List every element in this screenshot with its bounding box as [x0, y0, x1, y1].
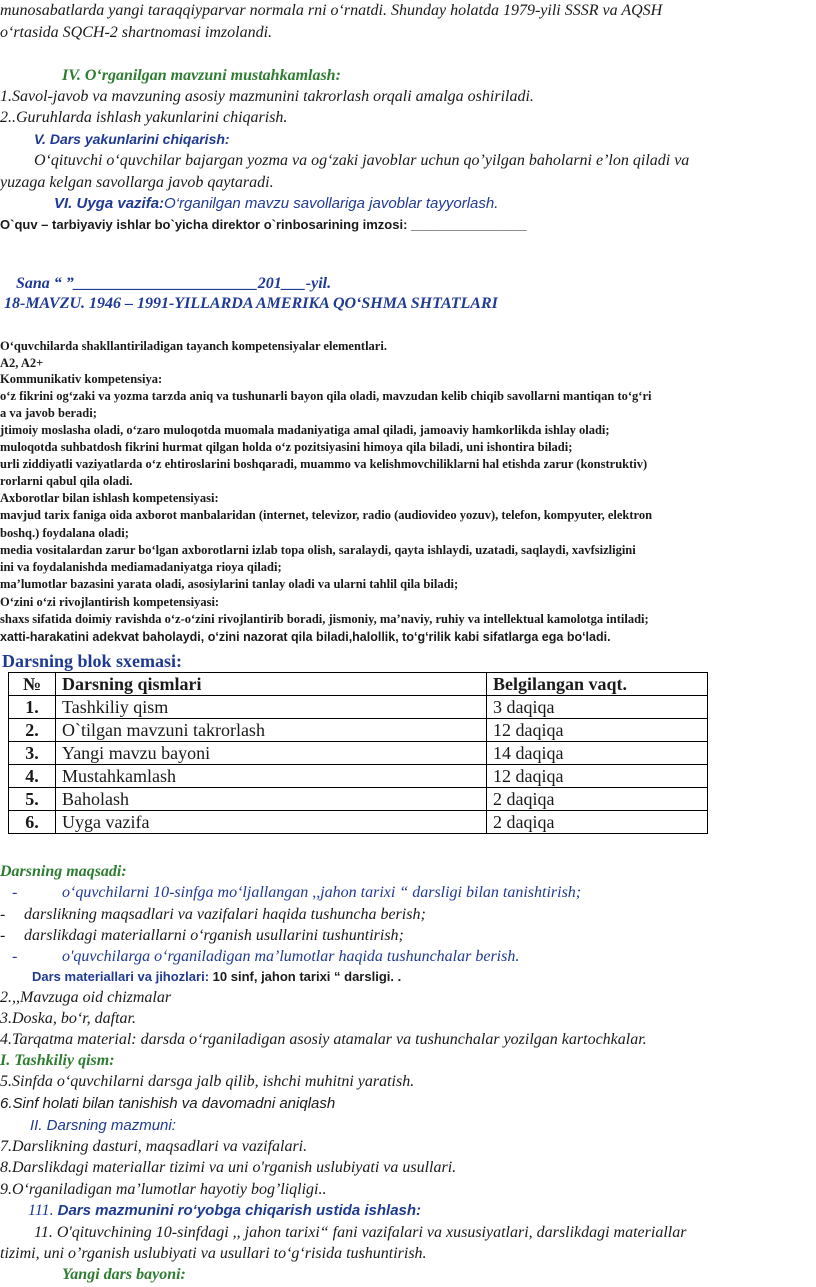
competency-line-3: Kommunikativ kompetensiya:	[0, 372, 163, 386]
row-number: 4.	[9, 765, 56, 788]
section-6-line	[54, 196, 498, 211]
row-part: Uyga vazifa	[56, 811, 487, 834]
materials-item-4: 4.Tarqatma material: darsda o‘rganiladigan asosiy atamalar va tushunchalar yozilgan kartochkalar.	[0, 1031, 647, 1048]
intro-line-1: munosabatlarda yangi taraqqiyparvar normala rni o‘rnatdi. Shunday holatda 1979-yili SSSR va AQSH	[0, 2, 663, 19]
section-3-line	[28, 1203, 421, 1219]
competency-line-2: A2, A2+	[0, 356, 44, 370]
row-time: 3 daqiqa	[487, 696, 708, 719]
column-header-time: Belgilangan vaqt.	[487, 673, 708, 696]
section-4-item-2: 2..Guruhlarda ishlash yakunlarini chiqarish.	[0, 109, 288, 126]
section-4-heading: IV. O‘rganilgan mavzuni mustahkamlash:	[62, 67, 341, 84]
goals-item-2: darslikning maqsadlari va vazifalari haqida tushuncha berish;	[24, 906, 426, 923]
competency-line-14: ini va foydalanishda mediamadaniyatga rioya qiladi;	[0, 560, 282, 574]
competency-line-9: rorlarni qabul qila oladi.	[0, 474, 133, 488]
content-part-item-7: 7.Darslikning dasturi, maqsadlari va vazifalari.	[0, 1138, 308, 1155]
competency-line-18: xatti-harakatini adekvat baholaydi, o‘zini nazorat qila biladi,halollik, to‘g‘rilik kabi sifatlarga ega bo‘ladi.	[0, 630, 611, 644]
competency-line-7: muloqotda suhbatdosh fikrini hurmat qilgan holda o‘z pozitsiyasini himoya qila biladi, uni ishontira biladi;	[0, 440, 573, 454]
row-part: Tashkiliy qism	[56, 696, 487, 719]
row-part: Baholash	[56, 788, 487, 811]
row-time: 12 daqiqa	[487, 719, 708, 742]
row-number: 3.	[9, 742, 56, 765]
competency-line-11: mavjud tarix faniga oida axborot manbalaridan (internet, televizor, radio (audiovideo yozuv), telefon, kompyuter, elektron	[0, 508, 653, 522]
lesson-scheme-heading: Darsning blok sxemasi:	[2, 651, 183, 671]
section-6-label: VI. Uyga vazifa:	[54, 195, 165, 212]
materials-line	[32, 970, 401, 983]
table-row	[9, 765, 708, 788]
goals-item-3: darslikdagi materiallarni o‘rganish usullarini tushuntirish;	[24, 927, 404, 944]
section-3-line-1: 11. O'qituvchining 10-sinfdagi ,, jahon tarixi“ fani vazifalari va xususiyatlari, darslikdagi materiallar	[34, 1224, 687, 1241]
materials-item-3: 3.Doska, bo‘r, daftar.	[0, 1010, 137, 1027]
row-part: O`tilgan mavzuni takrorlash	[56, 719, 487, 742]
competency-line-10: Axborotlar bilan ishlash kompetensiyasi:	[0, 491, 219, 505]
goals-dash-2: -	[0, 906, 6, 923]
goals-heading: Darsning maqsadi:	[0, 863, 127, 880]
competency-line-4: o‘z fikrini og‘zaki va yozma tarzda aniq va tushunarli bayon qila oladi, mavzudan kelib chiqib savollarni mantiqan to‘g‘ri	[0, 389, 652, 403]
section-3-numeral: 111.	[28, 1202, 54, 1219]
row-number: 5.	[9, 788, 56, 811]
content-part-item-8: 8.Darslikdagi materiallar tizimi va uni o'rganish uslubiyati va usullari.	[0, 1159, 457, 1176]
competency-line-17: shaxs sifatida doimiy ravishda o‘z-o‘zini rivojlantirib boradi, jismoniy, ma’naviy, ruhiy va intellektual kamolotga intiladi;	[0, 612, 649, 626]
table-row	[9, 788, 708, 811]
section-5-line-1: O‘qituvchi o‘quvchilar bajargan yozma va og‘zaki javoblar uchun qo’yilgan baholarni e’lon qiladi va	[34, 152, 690, 169]
table-row	[9, 742, 708, 765]
materials-item-2: 2.,,Mavzuga oid chizmalar	[0, 989, 172, 1006]
competency-line-6: jtimoiy moslasha oladi, o‘zaro muloqotda muomala madaniyatiga amal qiladi, jamoaviy hamkorlikda ishlay oladi;	[0, 423, 610, 437]
row-number: 1.	[9, 696, 56, 719]
competency-line-16: O‘zini o‘zi rivojlantirish kompetensiyasi:	[0, 595, 220, 609]
row-time: 2 daqiqa	[487, 811, 708, 834]
org-part-item-5: 5.Sinfda o‘quvchilarni darsga jalb qilib, ishchi muhitni yaratish.	[0, 1073, 415, 1090]
new-topic-heading: Yangi dars bayoni:	[62, 1266, 186, 1283]
row-part: Yangi mavzu bayoni	[56, 742, 487, 765]
lesson-scheme-table	[8, 672, 708, 834]
row-time: 14 daqiqa	[487, 742, 708, 765]
org-part-item-6: 6.Sinf holati bilan tanishish va davomadni aniqlash	[0, 1095, 336, 1112]
competency-line-13: media vositalardan zarur bo‘lgan axborotlarni izlab topa olish, saralaydi, qayta ishlaydi, uzatadi, saqlaydi, xavfsizligini	[0, 543, 636, 557]
topic-title: 18-MAVZU. 1946 – 1991-YILLARDA AMERIKA QO‘SHMA SHTATLARI	[4, 295, 498, 312]
goals-dash-1: -	[12, 884, 18, 901]
signature-line: O`quv – tarbiyaviy ishlar bo`yicha direktor o`rinbosarining imzosi: ________________	[0, 217, 527, 232]
table-row	[9, 811, 708, 834]
section-6-text: O‘rganilgan mavzu savollariga javoblar tayyorlash.	[164, 195, 499, 212]
row-time: 2 daqiqa	[487, 788, 708, 811]
row-part: Mustahkamlash	[56, 765, 487, 788]
goals-dash-4: -	[12, 948, 18, 965]
competency-line-15: ma’lumotlar bazasini yarata oladi, asosiylarini tanlay oladi va ularni tahlil qila biladi;	[0, 577, 459, 591]
goals-item-1: o‘quvchilarni 10-sinfga mo‘ljallangan ,,jahon tarixi “ darsligi bilan tanishtirish;	[62, 884, 582, 901]
goals-item-4: o'quvchilarga o‘rganiladigan ma’lumotlar haqida tushunchalar berish.	[62, 948, 520, 965]
table-row	[9, 719, 708, 742]
intro-line-2: o‘rtasida SQCH-2 shartnomasi imzolandi.	[0, 24, 273, 41]
section-5-heading: V. Dars yakunlarini chiqarish:	[34, 131, 230, 147]
competency-line-12: boshq.) foydalana oladi;	[0, 526, 129, 540]
row-number: 6.	[9, 811, 56, 834]
competency-line-1: O‘quvchilarda shakllantiriladigan tayanch kompetensiyalar elementlari.	[0, 339, 387, 353]
goals-dash-3: -	[0, 927, 6, 944]
section-4-item-1: 1.Savol-javob va mavzuning asosiy mazmunini takrorlash orqali amalga oshiriladi.	[0, 88, 534, 105]
table-row	[9, 696, 708, 719]
section-5-line-2: yuzaga kelgan savollarga javob qaytaradi.	[0, 174, 274, 191]
content-part-item-9: 9.O‘rganiladigan ma’lumotlar hayotiy bog’liqligi..	[0, 1181, 327, 1198]
column-header-parts: Darsning qismlari	[56, 673, 487, 696]
column-header-number: №	[9, 673, 56, 696]
section-3-heading: Dars mazmunini ro‘yobga chiqarish ustida ishlash:	[57, 1202, 422, 1219]
competency-line-5: a va javob beradi;	[0, 406, 97, 420]
section-3-line-2: tizimi, uni o’rganish uslubiyati va usullari to‘g‘risida tushuntirish.	[0, 1245, 427, 1262]
row-time: 12 daqiqa	[487, 765, 708, 788]
date-line: Sana “ ”_______________________201___-yil.	[16, 275, 332, 292]
org-part-heading: I. Tashkiliy qism:	[0, 1052, 115, 1069]
row-number: 2.	[9, 719, 56, 742]
table-header-row	[9, 673, 708, 696]
materials-label: Dars materiallari va jihozlari:	[32, 969, 210, 984]
content-part-heading: II. Darsning mazmuni:	[30, 1117, 176, 1134]
materials-value: 10 sinf, jahon tarixi “ darsligi. .	[212, 969, 402, 984]
competency-line-8: urli ziddiyatli vaziyatlarda o‘z ehtiroslarini boshqaradi, muammo va kelishmovchiliklarni hal etishda zarur (konstruktiv)	[0, 457, 648, 471]
